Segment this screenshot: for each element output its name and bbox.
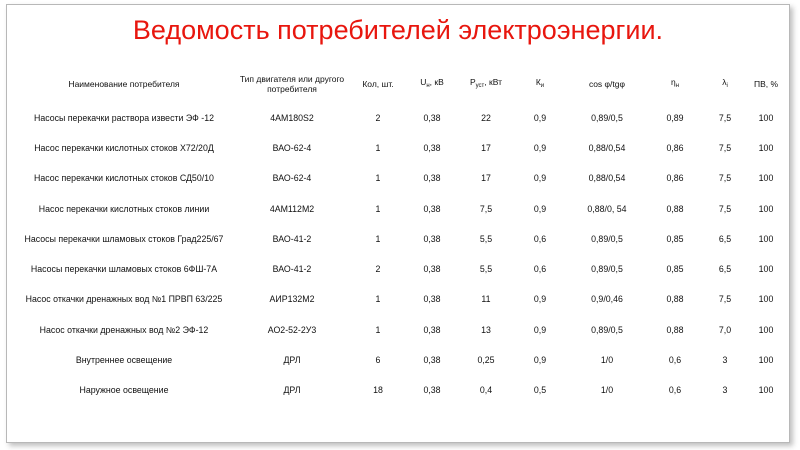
- cell-lambda: 6,5: [718, 264, 732, 275]
- cell-type: 4АМ180S2: [270, 112, 314, 123]
- cell-qty: 1: [375, 142, 381, 153]
- cell-k: 0,9: [533, 294, 547, 305]
- cell-p: 5,5: [479, 233, 493, 244]
- cell-k: 0,6: [533, 264, 547, 275]
- cell-cos: 0,89/0,5: [591, 264, 623, 275]
- cell-type: АО2-52-2У3: [267, 324, 317, 335]
- cell-pv: 100: [758, 142, 774, 153]
- cell-cos: 0,88/0,54: [588, 142, 626, 153]
- cell-lambda: 7,5: [718, 142, 732, 153]
- cell-qty: 1: [375, 203, 381, 214]
- cell-u: 0,38: [423, 203, 441, 214]
- table-row: [15, 345, 785, 375]
- cell-type: АИР132М2: [269, 294, 315, 305]
- cell-p: 0,25: [477, 355, 495, 366]
- table-body: [15, 103, 785, 406]
- cell-k: 0,9: [533, 324, 547, 335]
- cell-p: 17: [481, 173, 491, 184]
- cell-p: 7,5: [479, 203, 493, 214]
- table-row: [15, 224, 785, 254]
- cell-pv: 100: [758, 324, 774, 335]
- cell-p: 17: [481, 142, 491, 153]
- cell-pv: 100: [758, 264, 774, 275]
- cell-lambda: 7,0: [718, 324, 732, 335]
- cell-pv: 100: [758, 385, 774, 396]
- table-row: [15, 315, 785, 345]
- header-type: Тип двигателя или другого потребителя: [239, 74, 345, 94]
- table-row: [15, 194, 785, 224]
- table-row: [15, 376, 785, 406]
- cell-pv: 100: [758, 233, 774, 244]
- cell-k: 0,9: [533, 112, 547, 123]
- table-row: [15, 133, 785, 163]
- cell-eta: 0,88: [666, 324, 684, 335]
- cell-cos: 0,88/0, 54: [587, 203, 627, 214]
- cell-type: ВАО-41-2: [272, 264, 312, 275]
- table-row: [15, 254, 785, 284]
- cell-u: 0,38: [423, 112, 441, 123]
- cell-name: Насосы перекачки шламовых стоков 6ФШ-7А: [30, 264, 218, 275]
- cell-qty: 2: [375, 264, 381, 275]
- cell-cos: 1/0: [600, 385, 614, 396]
- cell-p: 13: [481, 324, 491, 335]
- cell-type: ВАО-62-4: [272, 173, 312, 184]
- cell-qty: 2: [375, 112, 381, 123]
- cell-u: 0,38: [423, 142, 441, 153]
- cell-eta: 0,88: [666, 203, 684, 214]
- cell-lambda: 3: [722, 385, 728, 396]
- cell-eta: 0,86: [666, 173, 684, 184]
- cell-lambda: 7,5: [718, 203, 732, 214]
- cell-p: 5,5: [479, 264, 493, 275]
- cell-eta: 0,6: [668, 355, 682, 366]
- cell-pv: 100: [758, 294, 774, 305]
- cell-lambda: 7,5: [718, 112, 732, 123]
- cell-k: 0,5: [533, 385, 547, 396]
- cell-lambda: 6,5: [718, 233, 732, 244]
- cell-name: Насос откачки дренажных вод №1 ПРВП 63/225: [25, 294, 223, 305]
- cell-name: Насосы перекачки раствора извести ЭФ -12: [33, 112, 215, 123]
- cell-qty: 1: [375, 324, 381, 335]
- cell-type: ДРЛ: [283, 355, 301, 366]
- cell-lambda: 3: [722, 355, 728, 366]
- cell-u: 0,38: [423, 294, 441, 305]
- cell-qty: 6: [375, 355, 381, 366]
- cell-pv: 100: [758, 173, 774, 184]
- cell-k: 0,9: [533, 142, 547, 153]
- cell-p: 22: [481, 112, 491, 123]
- cell-type: ВАО-62-4: [272, 142, 312, 153]
- cell-qty: 18: [373, 385, 383, 396]
- cell-name: Насосы перекачки шламовых стоков Град225/67: [24, 233, 224, 244]
- table-row: [15, 103, 785, 133]
- cell-eta: 0,89: [666, 112, 684, 123]
- header-voltage: $U_н$, кВ: [420, 77, 444, 89]
- slide-title: Ведомость потребителей электроэнергии.: [132, 15, 664, 45]
- cell-cos: 1/0: [600, 355, 614, 366]
- cell-type: 4АМ112М2: [269, 203, 315, 214]
- header-pv: ПВ, %: [753, 79, 779, 89]
- header-name: Наименование потребителя: [68, 79, 180, 89]
- cell-cos: 0,89/0,5: [591, 112, 623, 123]
- cell-pv: 100: [758, 112, 774, 123]
- header-cos-tg: cos φ/tgφ: [588, 79, 626, 89]
- cell-eta: 0,86: [666, 142, 684, 153]
- cell-k: 0,9: [533, 173, 547, 184]
- cell-cos: 0,89/0,5: [591, 324, 623, 335]
- header-power: $P_{уст}$, кВт: [469, 77, 503, 89]
- cell-u: 0,38: [423, 355, 441, 366]
- cell-u: 0,38: [423, 385, 441, 396]
- cell-name: Внутреннее освещение: [75, 355, 173, 366]
- cell-qty: 1: [375, 294, 381, 305]
- cell-cos: 0,88/0,54: [588, 173, 626, 184]
- cell-k: 0,9: [533, 203, 547, 214]
- cell-qty: 1: [375, 233, 381, 244]
- cell-u: 0,38: [423, 233, 441, 244]
- slide: [6, 4, 790, 443]
- cell-eta: 0,85: [666, 264, 684, 275]
- header-usage-coef: $К_и$: [535, 77, 545, 89]
- table-row: [15, 285, 785, 315]
- cell-cos: 0,89/0,5: [591, 233, 623, 244]
- cell-pv: 100: [758, 355, 774, 366]
- cell-u: 0,38: [423, 324, 441, 335]
- cell-eta: 0,6: [668, 385, 682, 396]
- cell-name: Наружное освещение: [79, 385, 169, 396]
- cell-eta: 0,88: [666, 294, 684, 305]
- consumers-table: [15, 65, 785, 406]
- cell-p: 0,4: [479, 385, 493, 396]
- cell-lambda: 7,5: [718, 294, 732, 305]
- cell-u: 0,38: [423, 173, 441, 184]
- cell-u: 0,38: [423, 264, 441, 275]
- cell-eta: 0,85: [666, 233, 684, 244]
- cell-pv: 100: [758, 203, 774, 214]
- cell-k: 0,6: [533, 233, 547, 244]
- table-row: [15, 164, 785, 194]
- header-row: [15, 65, 785, 103]
- cell-lambda: 7,5: [718, 173, 732, 184]
- header-qty: Кол, шт.: [362, 79, 394, 89]
- cell-name: Насос откачки дренажных вод №2 ЭФ-12: [39, 324, 209, 335]
- header-lambda: $\lambda_i$: [722, 77, 728, 89]
- cell-name: Насос перекачки кислотных стоков Х72/20Д: [34, 142, 214, 153]
- cell-p: 11: [481, 294, 491, 305]
- cell-cos: 0,9/0,46: [591, 294, 623, 305]
- cell-type: ВАО-41-2: [272, 233, 312, 244]
- cell-type: ДРЛ: [283, 385, 301, 396]
- cell-k: 0,9: [533, 355, 547, 366]
- header-efficiency: $\eta_н$: [670, 77, 680, 89]
- cell-name: Насос перекачки кислотных стоков линии: [38, 203, 210, 214]
- cell-qty: 1: [375, 173, 381, 184]
- cell-name: Насос перекачки кислотных стоков СД50/10: [34, 173, 214, 184]
